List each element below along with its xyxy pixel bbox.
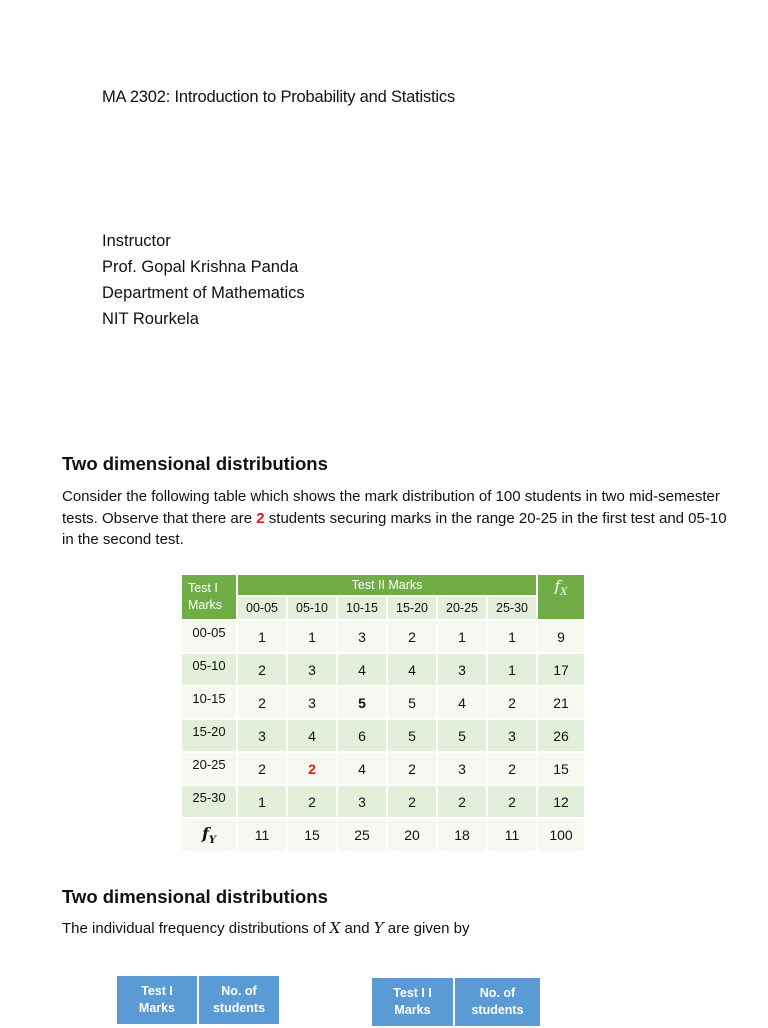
table-cell: 4 [288, 720, 336, 751]
highlight-count: 2 [256, 509, 265, 527]
table-cell: 2 [288, 786, 336, 817]
table-cell: 5 [438, 720, 486, 751]
section-paragraph-2 [62, 918, 732, 940]
table-cell: 3 [288, 654, 336, 685]
corner-header-line: Marks [188, 598, 223, 612]
fy-value: 20 [388, 819, 436, 851]
table-cell: 1 [238, 786, 286, 817]
table-cell: 4 [388, 654, 436, 685]
table-cell: 3 [288, 687, 336, 718]
header-line: Test I [141, 984, 173, 998]
fx-header [538, 575, 584, 619]
fx-value: 12 [538, 786, 584, 817]
table-cell: 1 [488, 654, 536, 685]
header-line: No. of [221, 984, 257, 998]
instructor-block [102, 228, 305, 332]
instructor-label: Instructor [102, 232, 171, 250]
table-cell: 2 [388, 753, 436, 784]
course-title: MA 2302: Introduction to Probability and Statistics [102, 88, 456, 106]
table-cell: 5 [388, 720, 436, 751]
row-label: 20-25 [182, 753, 236, 784]
table-cell: 2 [238, 753, 286, 784]
corner-header-line: Test I [188, 581, 218, 595]
fx-value: 15 [538, 753, 584, 784]
instructor-institute: NIT Rourkela [102, 310, 199, 328]
table-cell: 3 [238, 720, 286, 751]
table-cell: 3 [338, 786, 386, 817]
table-row [182, 687, 584, 718]
paragraph-text: Consider the following table which shows the mark distribution of 100 students in two mid-semester tests. Observe that there are [62, 488, 720, 527]
table-cell: 4 [438, 687, 486, 718]
table-cell: 5 [388, 687, 436, 718]
table-cell: 2 [488, 786, 536, 817]
table-cell: 3 [438, 753, 486, 784]
test1-frequency-table [115, 974, 281, 1026]
table-cell: 3 [438, 654, 486, 685]
paragraph-text: students securing marks in the range 20-25 in the first test and 05-10 in the second test. [62, 509, 727, 548]
fx-value: 9 [538, 621, 584, 652]
fy-value: 15 [288, 819, 336, 851]
table-cell: 2 [388, 621, 436, 652]
var-x: X [329, 919, 341, 937]
fx-symbol: f [554, 577, 561, 595]
fx-subscript: X [560, 587, 568, 598]
fy-value: 25 [338, 819, 386, 851]
table-row [182, 720, 584, 751]
paragraph-text: The individual frequency distributions of [62, 920, 330, 937]
var-y: Y [373, 919, 384, 937]
instructor-name: Prof. Gopal Krishna Panda [102, 258, 299, 276]
fy-value: 11 [238, 819, 286, 851]
table-cell: 1 [438, 621, 486, 652]
table-cell: 3 [488, 720, 536, 751]
section-paragraph-1 [62, 486, 732, 551]
grand-total: 100 [538, 819, 584, 851]
fy-value: 11 [488, 819, 536, 851]
table-row [182, 621, 584, 652]
row-label: 10-15 [182, 687, 236, 718]
table-cell: 1 [238, 621, 286, 652]
table-row [182, 654, 584, 685]
header-line: students [471, 1003, 524, 1017]
table-row [182, 786, 584, 817]
table-cell: 2 [488, 687, 536, 718]
table-cell: 4 [338, 753, 386, 784]
fx-value: 21 [538, 687, 584, 718]
header-line: Marks [394, 1003, 431, 1017]
row-label: 00-05 [182, 621, 236, 652]
header-line: Test I I [393, 986, 432, 1000]
column-header: 00-05 [238, 597, 286, 619]
header-line: Marks [138, 1001, 176, 1015]
section-heading-1: Two dimensional distributions [62, 453, 328, 474]
header-line: No. of [479, 986, 516, 1000]
test2-frequency-table [370, 976, 542, 1028]
row-label: 25-30 [182, 786, 236, 817]
row-label: 05-10 [182, 654, 236, 685]
table-cell: 2 [238, 687, 286, 718]
fy-symbol: f [201, 823, 209, 843]
test2-group-header: Test II Marks [238, 575, 536, 595]
test1-marks-header [117, 976, 197, 1024]
column-header: 25-30 [488, 597, 536, 619]
table-cell: 2 [238, 654, 286, 685]
fx-value: 26 [538, 720, 584, 751]
fy-value: 18 [438, 819, 486, 851]
fx-value: 17 [538, 654, 584, 685]
table-cell: 4 [338, 654, 386, 685]
column-header: 10-15 [338, 597, 386, 619]
joint-distribution-table [180, 573, 586, 853]
paragraph-text: and [340, 920, 374, 937]
column-header: 05-10 [288, 597, 336, 619]
column-header: 20-25 [438, 597, 486, 619]
corner-header [182, 575, 236, 619]
paragraph-text: are given by [383, 920, 470, 937]
table-cell: 2 [388, 786, 436, 817]
table-cell: 5 [338, 687, 386, 718]
table-cell: 2 [438, 786, 486, 817]
table-cell: 2 [288, 753, 336, 784]
fy-label [182, 819, 236, 851]
instructor-department: Department of Mathematics [102, 284, 305, 302]
section-heading-2: Two dimensional distributions [62, 886, 328, 907]
fy-subscript: Y [208, 835, 217, 847]
table-cell: 1 [488, 621, 536, 652]
table-cell: 2 [488, 753, 536, 784]
students-count-header [455, 978, 540, 1026]
table-cell: 6 [338, 720, 386, 751]
test2-marks-header [372, 978, 453, 1026]
table-cell: 3 [338, 621, 386, 652]
row-label: 15-20 [182, 720, 236, 751]
table-cell: 1 [288, 621, 336, 652]
column-header: 15-20 [388, 597, 436, 619]
header-line: students [212, 1001, 266, 1015]
students-count-header [199, 976, 279, 1024]
table-row [182, 753, 584, 784]
